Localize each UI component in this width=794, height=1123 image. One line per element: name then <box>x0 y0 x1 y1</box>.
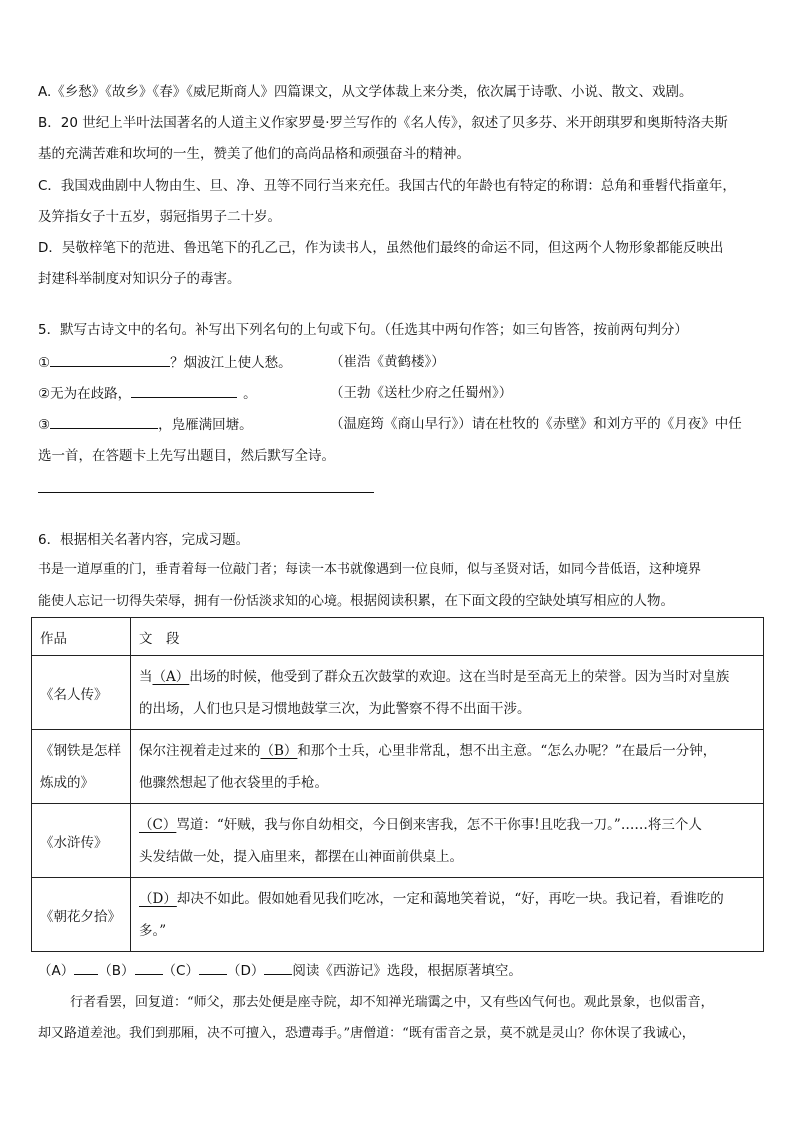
header-work: 作品 <box>32 618 131 656</box>
table-row <box>32 804 764 878</box>
q6-intro-line1: 书是一道厚重的门，垂青着每一位敲门者；每读一本书就像遇到一位良师，似与圣贤对话，如同今昔低语，这种境界 <box>38 562 702 577</box>
row-segment-line1 <box>139 889 755 909</box>
q6-intro-line2b: 根据阅读积累，在下面文段的空缺处填写相应的人物。 <box>350 593 675 609</box>
answer-blank-b[interactable] <box>135 960 163 975</box>
answer-blanks-row <box>38 960 522 981</box>
segment-text: 和那个士兵，心里非常乱，想不出主意。“怎么办呢？”在最后一分钟， <box>297 742 717 759</box>
answer-label-c: （C） <box>162 963 199 979</box>
row-segment <box>131 878 764 952</box>
q5-line-4: 选一首，在答题卡上先写出题目，然后默写全诗。 <box>38 448 335 464</box>
option-d-line2: 封建科举制度对知识分子的毒害。 <box>38 271 241 287</box>
q5-line-2 <box>38 383 257 404</box>
segment-text: 当 <box>139 668 153 685</box>
q5-line-1 <box>38 352 292 373</box>
option-c-line2: 及笄指女子十五岁，弱冠指男子二十岁。 <box>38 209 281 225</box>
q5-line-2-end: 。 <box>243 386 257 402</box>
answer-blank-3[interactable] <box>50 414 158 429</box>
row-segment-line2: 他骤然想起了他衣袋里的手枪。 <box>139 774 328 791</box>
segment-text: 出场的时候，他受到了群众五次鼓掌的欢迎。这在当时是至高无上的荣誉。因为当时对皇族 <box>189 668 730 685</box>
row-work-title: 《朝花夕拾》 <box>32 878 131 952</box>
q6-intro-line2a: 能使人忘记一切得失荣辱，拥有一份恬淡求知的心境。 <box>38 594 351 609</box>
poem-answer-line[interactable] <box>38 492 374 493</box>
row-segment-line1 <box>139 815 755 835</box>
table-row <box>32 878 764 952</box>
row-segment-line1 <box>139 667 755 687</box>
blank-b[interactable]: （B） <box>260 742 298 759</box>
row-work-title <box>32 730 131 804</box>
row-segment-line2: 的出场，人们也只是习惯地鼓掌三次，为此警察不得不出面干涉。 <box>139 700 531 717</box>
q5-line-3-text: ，凫雁满回塘。 <box>158 417 253 433</box>
q5-line-2-source: （王勃《送杜少府之任蜀州》） <box>330 385 513 401</box>
row-work-title: 《名人传》 <box>32 656 131 730</box>
blank-a[interactable]: （A） <box>152 668 190 685</box>
q5-line-1-number: ① <box>38 355 51 371</box>
works-table <box>31 617 764 952</box>
answer-blank-1[interactable] <box>50 352 170 367</box>
blank-c[interactable]: （C） <box>139 816 177 833</box>
q5-line-1-text: ？烟波江上使人愁。 <box>170 355 292 371</box>
segment-text: 却决不如此。假如她看见我们吃冰，一定和蔼地笑着说，“好，再吃一块。我记着，看谁吃的 <box>176 890 724 907</box>
work-title-line1: 《钢铁是怎样 <box>40 742 121 759</box>
row-work-title: 《水浒传》 <box>32 804 131 878</box>
row-segment <box>131 656 764 730</box>
option-b-line2: 基的充满苦难和坎坷的一生，赞美了他们的高尚品格和顽强奋斗的精神。 <box>38 146 470 162</box>
table-row <box>32 656 764 730</box>
answer-blank-c[interactable] <box>199 960 227 975</box>
q5-line-3 <box>38 414 253 435</box>
work-title-line2: 炼成的》 <box>40 774 94 791</box>
q5-line-3-number: ③ <box>38 417 51 433</box>
xiyouji-passage-line1: 行者看罢，回复道：“师父，那去处便是座寺院，却不知禅光瑞霭之中，又有些凶气何也。观此景象，也似雷音， <box>70 995 714 1010</box>
table-header-row <box>32 618 764 656</box>
row-segment-line2: 头发结做一处，提入庙里来，都摆在山神面前供桌上。 <box>139 848 463 865</box>
answer-blank-2[interactable] <box>131 383 237 398</box>
segment-text: 骂道：“奸贼，我与你自幼相交，今日倒来害我，怎不干你事!且吃我一刀。”……将三个人 <box>176 816 702 833</box>
answer-label-b: （B） <box>98 963 135 979</box>
header-segment: 文 段 <box>131 618 764 656</box>
q5-line-1-source: （崔浩《黄鹤楼》） <box>330 354 445 370</box>
table-row <box>32 730 764 804</box>
row-segment-line1 <box>139 741 755 761</box>
segment-text: 保尔注视着走过来的 <box>139 742 261 759</box>
row-segment <box>131 730 764 804</box>
option-d-line1: D．吴敬梓笔下的范进、鲁迅笔下的孔乙己，作为读书人，虽然他们最终的命运不同，但这两个人物形象都能反映出 <box>38 240 724 256</box>
q5-line-3-source: （温庭筠《商山早行》）请在杜牧的《赤壁》和刘方平的《月夜》中任 <box>330 416 742 432</box>
blank-d[interactable]: （D） <box>139 890 177 907</box>
q6-intro-line2 <box>38 591 674 612</box>
option-b-line1: B．20 世纪上半叶法国著名的人道主义作家罗曼·罗兰写作的《名人传》，叙述了贝多芬、米开朗琪罗和奥斯特洛夫斯 <box>38 115 728 131</box>
question-6-title: 6．根据相关名著内容，完成习题。 <box>38 532 250 548</box>
row-segment-line2: 多。” <box>139 922 167 939</box>
answer-label-d: （D） <box>226 963 265 979</box>
question-5-title: 5．默写古诗文中的名句。补写出下列名句的上句或下句。（任选其中两句作答；如三句皆答，按前两句判分） <box>38 322 688 338</box>
answer-blank-d[interactable] <box>264 960 292 975</box>
answer-label-a: （A） <box>38 963 75 979</box>
q5-line-2-text: ②无为在歧路， <box>38 386 132 402</box>
xiyouji-passage-line2: 却又路道差池。我们到那厢，决不可擅入，恐遭毒手。”唐僧道：“既有雷音之景，莫不就是灵山？你休误了我诚心， <box>38 1026 695 1041</box>
option-a: A.《乡愁》《故乡》《春》《威尼斯商人》四篇课文，从文学体裁上来分类，依次属于诗歌、小说、散文、戏剧。 <box>38 84 693 100</box>
answer-blank-a[interactable] <box>74 960 98 975</box>
xiyouji-prompt: 阅读《西游记》选段，根据原著填空。 <box>292 963 522 979</box>
option-c-line1: C．我国戏曲剧中人物由生、旦、净、丑等不同行当来充任。我国古代的年龄也有特定的称谓：总角和垂髫代指童年， <box>38 178 736 194</box>
row-segment <box>131 804 764 878</box>
